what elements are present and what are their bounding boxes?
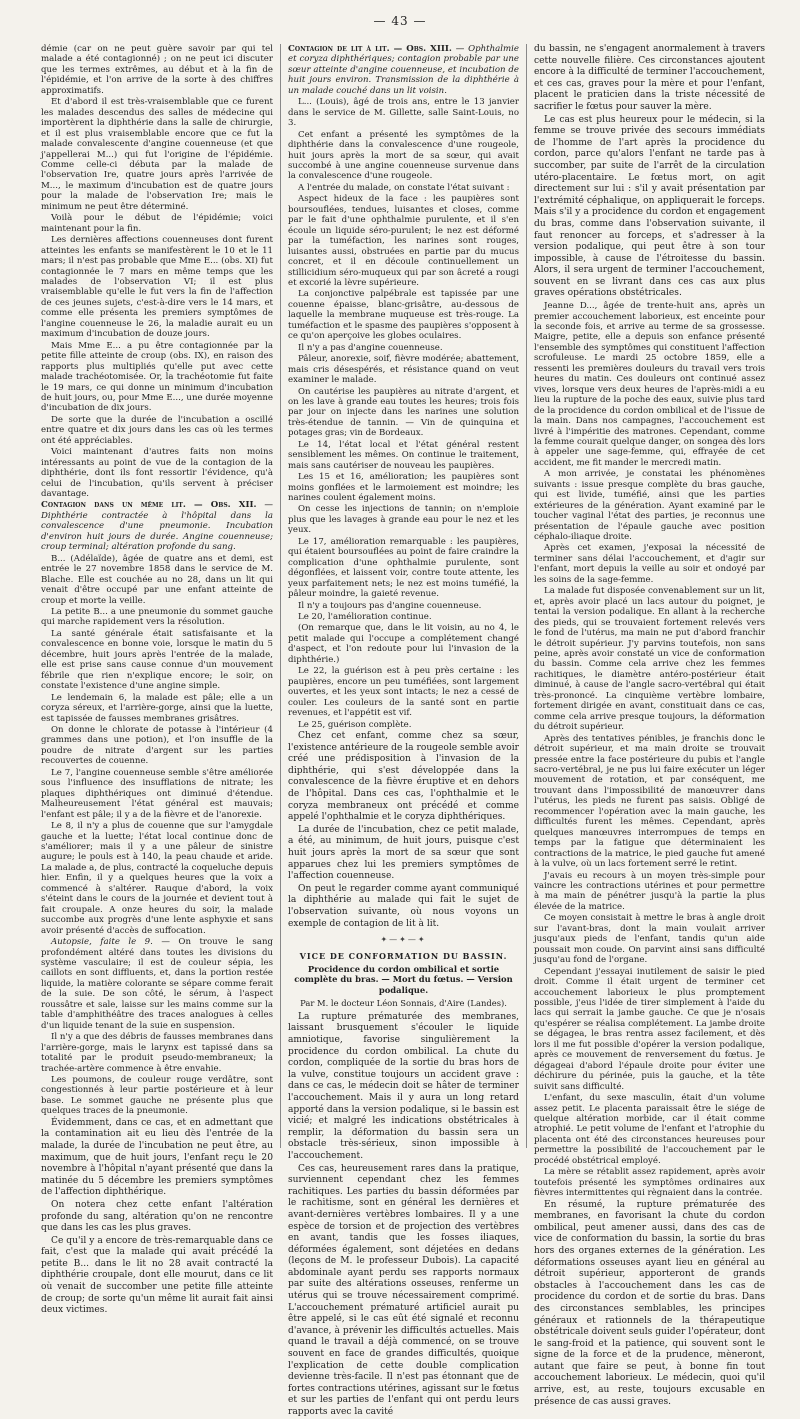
paragraph: La malade fut disposée convenablement sur un lit, et, après avoir placé un lacs autour du poignet, je tentai la version podalique. En allant à la recherche des pieds, qui se trouvaient fortement relevés vers le fond de l'utérus, ma main ne put d'abord franchir le détroit supérieur. J'y parvins toutefois, non sans peine, après avoir constaté un vice de conformation du bassin. Comme cela arrive chez les femmes rachitiques, le diamètre antéro-postérieur était diminué, à cause de l'angle sacro-vertébral qui était très-prononcé. La cinquième vertèbre lombaire, fortement dirigée en avant, constituait dans ce cas, comme cela arrive presque toujours, la déformation du détroit supérieur.: [534, 586, 765, 733]
autopsy-label: Autopsie, faite le 9.: [51, 937, 153, 948]
paragraph: Cependant j'essayai inutilement de saisir le pied droit. Comme il était urgent de terminer cet accouchement laborieux le plus promptement possible, j'eus l'idée de tirer simplement à l'aide du lacs qui serrait la jambe gauche. Ce que je n'osais qu'espérer se réalisa complétement. La jambe droite se dégagea, le bras rentra assez facilement, et dès lors il me fut possible d'opérer la version podalique, après ce mouvement de renversement du fœtus. Je dégageai d'abord l'épaule droite pour éviter une déchirure du périnée, puis la gauche, et la tête suivit sans difficulté.: [534, 966, 765, 1092]
paragraph: Ces cas, heureusement rares dans la pratique, surviennent cependant chez les femmes rachitiques. Les parties du bassin déformées par le rachitisme, sont en général les dernières et avant-dernières vertèbres lombaires. Il y a une espèce de torsion et de projection des vertèbres en avant, tandis que les fosses iliaques, déformées également, sont déjetées en dedans (leçons de M. le professeur Dubois). La capacité abdominale ayant perdu ses rapports normaux par suite des altérations osseuses, renferme un utérus qui se trouve nécessairement comprimé. L'accouchement prématuré artificiel aurait pu être appelé, si le cas eût été signalé et reconnu d'avance, à prévenir les difficultés actuelles. Mais quand le travail a déjà commencé, on se trouve souvent en face de grandes difficultés, quoique l'explication de cette double complication devienne très-facile. Il n'est pas étonnant que de fortes contractions utérines, agissant sur le fœtus et sur les parties de l'enfant qui ont perdu leurs rapports avec la cavité: [288, 1163, 519, 1417]
paragraph: Après cet examen, j'exposai la nécessité de terminer sans délai l'accouchement, et d'agir sur l'enfant, mort depuis la veille au soir et ondoyé par les soins de la sage-femme.: [534, 543, 765, 585]
paragraph: Aspect hideux de la face : les paupières sont boursouflées, tendues, luisantes et closes, comme par le fait d'une ophthalmie purulente, et il s'en écoule un liquide séro-purulent; le nez est déformé par la tuméfaction, les narines sont rouges, luisantes aussi, obstruées en partie par du mucus concret, et il en découle continuellement un stillicidium séro-muqueux qui par son âcreté a rougi et excorié la lèvre supérieure.: [288, 194, 519, 288]
paragraph: Après des tentatives pénibles, je franchis donc le détroit supérieur, et ma main droite se trouvait pressée entre la face postérieure du pubis et l'angle sacro-vertébral, je ne pus lui faire exécuter un léger mouvement de rotation, et par conséquent, me trouvant dans l'impossibilité de manœuvrer dans l'utérus, les pieds ne furent pas saisis. Obligé de recommencer l'opération avec la main gauche, les difficultés furent les mêmes. Cependant, après quelques manœuvres interrompues de temps en temps par la fatigue que déterminaient les contractions de la matrice, le pied gauche fut amené à la vulve, où un lacs fortement serré le retint.: [534, 733, 765, 870]
observation-heading-text: — Ophthalmie et coryza diphthériques; contagion probable par une sœur atteinte d'angine couenneuse, et incubation de huit jours environ. Transmission de la diphthérie à un malade couché dans un lit voisin.: [288, 44, 520, 96]
text-columns: [34, 44, 772, 1417]
paragraph: On cautérise les paupières au nitrate d'argent, et on les lave à grande eau toutes les heures; trois fois par jour on injecte dans les narines une solution très-étendue de tannin. — Vin de quinquina et potages gras; vin de Bordeaux.: [288, 386, 519, 439]
paragraph: Le 7, l'angine couenneuse semble s'être améliorée sous l'influence des insufflations de nitrate; les plaques diphthériques ont diminué d'étendue. Malheureusement l'état général est mauvais; l'enfant est pâle; il y a de la fièvre et de l'anorexie.: [41, 767, 273, 820]
paragraph: Le 20, l'amélioration continue.: [298, 612, 432, 623]
paragraph: En résumé, la rupture prématurée des membranes, en favorisant la chute du cordon ombilical, peut amener aussi, dans des cas de vice de conformation du bassin, la sortie du bras hors des organes externes de la génération. Les déformations osseuses ayant lieu en général au détroit supérieur, apporteront de grands obstacles à l'accouchement dans les cas de procidence du cordon et de sortie du bras. Dans des circonstances semblables, les principes généraux et rationnels de la thérapeutique obstétricale doivent seuls guider l'opérateur, dont le sang-froid et la patience, qui souvent sont le signe de la force et de la prudence, mèneront, autant que faire se peut, à bonne fin tout accouchement laborieux. Le médecin, quoi qu'il arrive, est, au reste, toujours excusable en présence de cas aussi graves.: [534, 1199, 765, 1407]
paragraph: La santé générale était satisfaisante et la convalescence en bonne voie, lorsque le matin du 5 décembre, huit jours après l'entrée de la malade, elle est prise sans cause connue d'un mouvement fébrile que rien n'explique encore; le soir, on constate l'existence d'une angine simple.: [41, 628, 273, 692]
autopsy-text: — On trouve le sang profondément altéré dans toutes les divisions du système vasculaire; il est de couleur sépia, les caillots en sont diffluents, et, dans la portion restée liquide, la matière colorante se sépare comme ferait de la suie. De son côté, le sérum, à l'aspect roussâtre et sale, laisse sur les mains comme sur la table d'amphithéâtre des traces analogues à celles d'un liquide tenant de la suie en suspension.: [41, 937, 273, 1031]
page-number: — 43 —: [373, 14, 427, 28]
paragraph: La rupture prématurée des membranes, laissant brusquement s'écouler le liquide amniotique, favorise singulièrement la procidence du cordon ombilical. La chute du cordon, compliquée de la sortie du bras hors de la vulve, constitue toujours un accident grave : dans ce cas, le médecin doit se hâter de terminer l'accouchement. Mais il y aura un long retard apporté dans la version podalique, si le bassin est vicié; et malgré les indications obstétricales à remplir, la déformation du bassin sera un obstacle très-sérieux, sinon impossible à l'accouchement.: [288, 1011, 519, 1161]
paragraph: Les poumons, de couleur rouge verdâtre, sont congestionnés à leur partie postérieure et à leur base. Le sommet gauche ne présente plus que quelques traces de la pneumonie.: [41, 1074, 273, 1117]
paragraph: Pâleur, anorexie, soif, fièvre modérée; abattement, mais cris désespérés, et résistance quand on veut examiner le malade.: [288, 354, 519, 386]
paragraph: On notera chez cette enfant l'altération profonde du sang, altération qu'on ne rencontre que dans les cas les plus graves.: [41, 1199, 273, 1234]
paragraph: On donne le chlorate de potasse à l'intérieur (4 grammes dans une potion), et l'on insuffle de la poudre de nitrate d'argent sur les parties recouvertes de couenne.: [41, 725, 273, 767]
paragraph: Les dernières affections couenneuses dont furent atteintes les enfants se manifestèrent le 10 et le 11 mars; il n'est pas probable que Mme E... (obs. XI) fut contagionnée le 7 mars en même temps que les malades de l'observation VI; il est plus vraisemblable qu'elle le fut vers la fin de l'affection de ces jeunes sujets, c'est-à-dire vers le 14 mars, et comme elle présenta les premiers symptômes de l'angine couenneuse le 26, la maladie aurait eu un maximum d'incubation de douze jours.: [41, 235, 273, 340]
paragraph: A mon arrivée, je constatai les phénomènes suivants : issue presque complète du bras gauche, qui est livide, tuméfié, ainsi que les parties extérieures de la génération. Ayant examiné par le toucher vaginal l'état des parties, je reconnus une présentation de l'épaule gauche avec position céphalo-iliaque droite.: [534, 469, 765, 543]
paragraph: Le 25, guérison complète.: [298, 719, 412, 730]
column-2: [280, 44, 526, 1417]
paragraph: Il n'y a que des débris de fausses membranes dans l'arrière-gorge, mais le larynx est tapissé dans sa totalité par le produit pseudo-membraneux; la trachée-artère commence à être envahie.: [41, 1032, 273, 1074]
section-title: VICE DE CONFORMATION DU BASSIN.: [299, 950, 508, 961]
paragraph: La conjonctive palpébrale est tapissée par une couenne épaisse, blanc-grisâtre, au-dessous de laquelle la membrane muqueuse est très-rouge. La tuméfaction et le spasme des paupières s'opposent à ce qu'on aperçoive les globes oculaires.: [288, 289, 519, 342]
paragraph: Voici maintenant d'autres faits non moins intéressants au point de vue de la contagion de la diphthérie, dont ils font ressortir l'évidence, qu'à celui de l'incubation, qu'ils servent à préciser davantage.: [41, 447, 273, 500]
paragraph: La mère se rétablit assez rapidement, après avoir toutefois présenté les symptômes ordinaires aux fièvres intermittentes qui règnaient dans la contrée.: [534, 1167, 765, 1199]
paragraph: Les 15 et 16, amélioration; les paupières sont moins gonflées et le larmoiement est moindre; les narines coulent également moins.: [288, 472, 519, 504]
paragraph: Le lendemain 6, la malade est pâle; elle a un coryza séreux, et l'arrière-gorge, ainsi que la luette, est tapissée de fausses membranes grisâtres.: [41, 692, 273, 724]
observation-heading: [41, 500, 273, 552]
paragraph: Il n'y a toujours pas d'angine couenneuse.: [298, 600, 482, 611]
paragraph: Le 17, amélioration remarquable : les paupières, qui étaient boursouflées au point de faire craindre la complication d'une ophthalmie purulente, sont dégonflées, et laissent voir, contre toute attente, les yeux parfaitement nets; le nez est moins tuméfié, la pâleur moindre, la gaieté revenue.: [288, 536, 519, 600]
article-subtitle: Procidence du cordon ombilical et sortie complète du bras. — Mort du fœtus. — Version podalique.: [294, 964, 513, 995]
paragraph: démie (car on ne peut guère savoir par qui tel malade a été contagionné) ; on ne peut ici discuter que les termes extrêmes, au début et à la fin de l'épidémie, et l'on arrive de la sorte à des chiffres approximatifs.: [41, 44, 273, 96]
paragraph: du bassin, ne s'engagent anormalement à travers cette nouvelle filière. Ces circonstances ajoutent encore à la difficulté de terminer l'accouchement, et ces cas, graves pour la mère et pour l'enfant, placent le praticien dans la triste nécessité de sacrifier le fœtus pour sauver la mère.: [534, 44, 765, 112]
paragraph: Et d'abord il est très-vraisemblable que ce furent les malades descendus des salles de médecine qui importèrent la diphthérie dans la salle de chirurgie, et il est plus vraisemblable encore que ce fut la malade convalescente d'angine couenneuse (et que j'appellerai M...) qui fut l'origine de l'épidémie. Comme celle-ci débuta par la malade de l'observation Ire, quatre jours après l'arrivée de M..., le maximum d'incubation est de quatre jours pour la malade de l'observation Ire; mais le minimum ne peut être déterminé.: [41, 97, 273, 212]
observation-heading-text: — Diphthérie contractée à l'hôpital dans la convalescence d'une pneumonie. Incubation d'environ huit jours de durée. Angine couenneuse; croup terminal; altération profonde du sang.: [41, 500, 273, 553]
paragraph: La petite B... a une pneumonie du sommet gauche qui marche rapidement vers la résolution.: [41, 607, 273, 628]
section-divider: ✦—✦—✦: [380, 935, 427, 945]
paragraph: Mais Mme E... a pu être contagionnée par la petite fille atteinte de croup (obs. IX), en raison des rapports plus multipliés qu'elle put avec cette malade trachéotomisée. Or, la trachéotomie fut faite le 19 mars, ce qui donne un minimum d'incubation de huit jours, ou, pour Mme E..., une durée moyenne d'incubation de dix jours.: [41, 340, 273, 414]
paragraph: On peut le regarder comme ayant communiqué la diphthérie au malade qui fait le sujet de l'observation suivante, où nous voyons un exemple de contagion de lit à lit.: [288, 883, 519, 929]
paragraph: Chez cet enfant, comme chez sa sœur, l'existence antérieure de la rougeole semble avoir créé une prédisposition à l'invasion de la diphthérie, qui s'est développée dans la convalescence de la fièvre éruptive et en dehors de l'hôpital. Dans ces cas, l'ophthalmie et le coryza membraneux ont précédé et comme appelé l'ophthalmie et le coryza diphthériques.: [288, 731, 519, 823]
paragraph: Le cas est plus heureux pour le médecin, si la femme se trouve privée des secours immédiats de l'homme de l'art après la procidence du cordon, parce qu'alors l'enfant ne tarde pas à succomber, par suite de l'arrêt de la circulation utéro-placentaire. Le fœtus mort, on agit directement sur lui : s'il y avait présentation par l'extrémité céphalique, on appliquerait le forceps. Mais s'il y a procidence du cordon et engagement du bras, comme dans l'observation suivante, il faut renoncer au forceps, et s'adresser à la version podalique, qui peut être à son tour impossible, à cause de l'étroitesse du bassin. Alors, il sera urgent de terminer l'accouchement, souvent en se livrant dans ces cas aux plus graves opérations obstétricales.: [534, 114, 765, 299]
article-author: Par M. le docteur Léon Sonnais, d'Aire (Landes).: [300, 998, 507, 1009]
column-1: [34, 44, 280, 1316]
paragraph: Le 22, la guérison est à peu près certaine : les paupières, encore un peu tuméfiées, sont largement ouvertes, et les yeux sont intacts; le nez a cessé de couler. Les couleurs de la santé sont en partie revenues, et l'appétit est vif.: [288, 666, 519, 719]
paragraph: Le 14, l'état local et l'état général restent sensiblement les mêmes. On continue le traitement, mais sans cautériser de nouveau les paupières.: [288, 439, 519, 471]
paragraph: Il n'y a pas d'angine couenneuse.: [298, 342, 443, 353]
paragraph: Évidemment, dans ce cas, et en admettant que la contamination ait eu lieu dès l'entrée de la malade, la durée de l'incubation ne peut être, au maximum, que de huit jours, l'enfant reçu le 20 novembre à l'hôpital n'ayant présenté que dans la matinée du 5 décembre les premiers symptômes de l'affection diphthérique.: [41, 1117, 273, 1198]
paragraph: On cesse les injections de tannin; on n'emploie plus que les lavages à grande eau pour le nez et les yeux.: [288, 504, 519, 536]
observation-heading: [288, 44, 519, 96]
paragraph: Jeanne D..., âgée de trente-huit ans, après un premier accouchement laborieux, est enceinte pour la seconde fois, et arrive au terme de sa grossesse. Maigre, petite, elle a depuis son enfance présenté l'ensemble des symptômes qui constituent l'affection scrofuleuse. Le mardi 25 octobre 1859, elle a ressenti les premières douleurs du travail vers trois heures du matin. Ces douleurs ont continué assez vives, lorsque vers deux heures de l'après-midi a eu lieu la rupture de la poche des eaux, suivie plus tard de la procidence du cordon ombilical et de l'issue de la main. Dans nos campagnes, l'accouchement est livré à l'impéritie des matrones. Cependant, comme la femme courait quelque danger, on songea dès lors à appeler une sage-femme, qui, effrayée de cet accident, me fit mander le mercredi matin.: [534, 301, 765, 468]
paragraph: L... (Louis), âgé de trois ans, entre le 13 janvier dans le service de M. Gillette, salle Saint-Louis, no 3.: [288, 97, 519, 129]
observation-heading-label: Contagion de lit à lit. — Obs. XIII.: [288, 44, 452, 54]
paragraph: B... (Adélaïde), âgée de quatre ans et demi, est entrée le 27 novembre 1858 dans le service de M. Blache. Elle est couchée au no 28, dans un lit qui venait d'être occupé par une enfant atteinte de croup et morte la veille.: [41, 553, 273, 606]
paragraph: De sorte que la durée de l'incubation a oscillé entre quatre et dix jours dans les cas où les termes ont été appréciables.: [41, 414, 273, 446]
paragraph: [41, 937, 273, 1031]
paragraph: Voilà pour le début de l'épidémie; voici maintenant pour la fin.: [41, 213, 273, 234]
paragraph: Ce moyen consistait à mettre le bras à angle droit sur l'avant-bras, dont la main voulait arriver jusqu'aux pieds de l'enfant, tandis qu'un aide poussait mon coude. On parvint ainsi sans difficulté jusqu'au fond de l'organe.: [534, 913, 765, 966]
paragraph: La durée de l'incubation, chez ce petit malade, a été, au minimum, de huit jours, puisque c'est huit jours après la mort de sa sœur que sont apparues chez lui les premiers symptômes de l'affection couenneuse.: [288, 824, 519, 882]
paragraph: Le 8, il n'y a plus de couenne que sur l'amygdale gauche et la luette; l'état local continue donc de s'améliorer; mais il y a une pâleur de sinistre augure; le pouls est à 140, la peau chaude et aride. La malade a, de plus, contracté la coqueluche depuis hier. Enfin, il y a quelques heures que la voix a commencé à s'altérer. Rauque d'abord, la voix s'éteint dans le cours de la journée et devient tout à fait croupale. A onze heures du soir, la malade succombe aux progrès d'une lente asphyxie et sans avoir présenté d'accès de suffocation.: [41, 821, 273, 936]
paragraph: (On remarque que, dans le lit voisin, au no 4, le petit malade qui l'occupe a complétement changé d'aspect, et l'on redoute pour lui l'invasion de la diphthérie.): [288, 623, 519, 665]
column-3: [526, 44, 772, 1407]
observation-heading-label: Contagion dans un même lit. — Obs. XII.: [41, 500, 257, 511]
paragraph: Cet enfant a présenté les symptômes de la diphthérie dans la convalescence d'une rougeole, huit jours après la mort de sa sœur, qui avait succombé à une angine couenneuse survenue dans la convalescence d'une rougeole.: [288, 129, 519, 182]
paragraph: A l'entrée du malade, on constate l'état suivant :: [298, 182, 510, 193]
paragraph: J'avais eu recours à un moyen très-simple pour vaincre les contractions utérines et pour permettre à ma main de pénétrer jusqu'à la partie la plus élevée de la matrice.: [534, 870, 765, 912]
paragraph: Ce qu'il y a encore de très-remarquable dans ce fait, c'est que la malade qui avait précédé la petite B... dans le lit no 28 avait contracté la diphthérie croupale, dont elle mourut, dans ce lit où venait de succomber une petite fille atteinte de croup; de sorte qu'un même lit aurait fait ainsi deux victimes.: [41, 1235, 273, 1316]
paragraph: L'enfant, du sexe masculin, était d'un volume assez petit. Le placenta paraissait être le siége de quelque altération morbide, car il était comme atrophié. Le petit volume de l'enfant et l'atrophie du placenta ont été des circonstances heureuses pour permettre la possibilité de l'accouchement par le procédé obstétrical employé.: [534, 1093, 765, 1166]
